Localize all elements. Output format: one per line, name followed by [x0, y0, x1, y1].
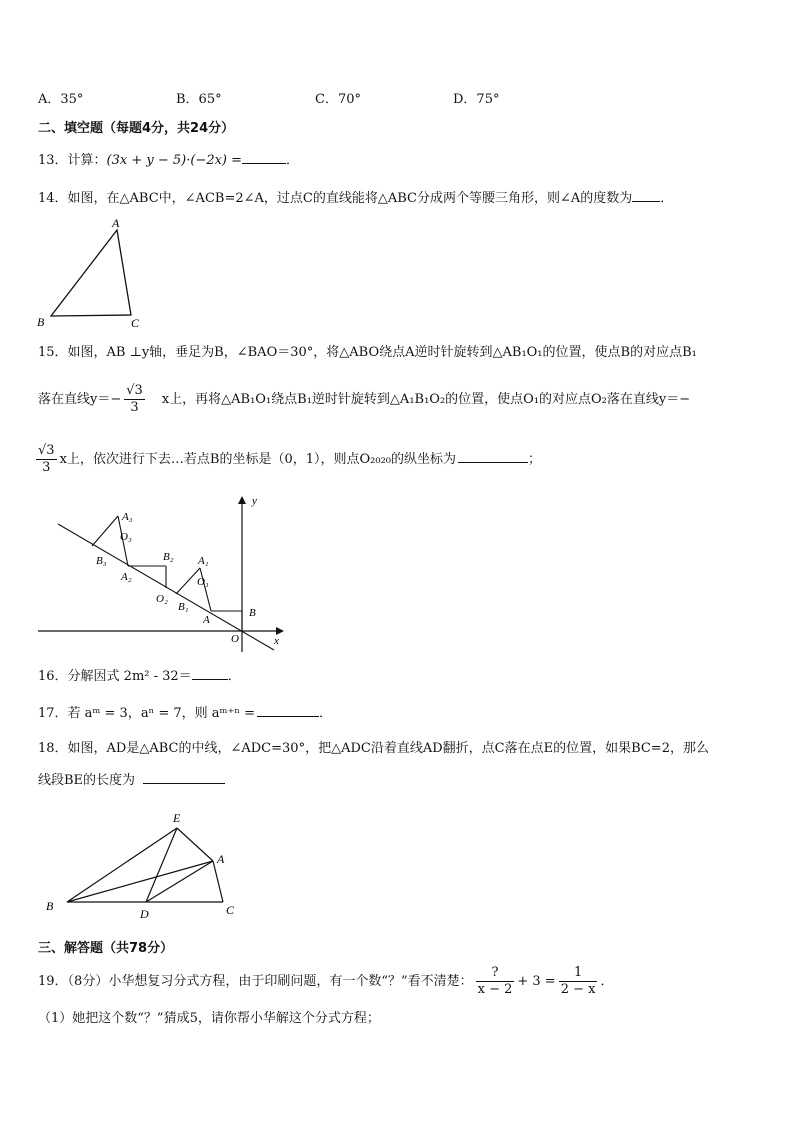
question-13 [38, 150, 299, 170]
q19-text: 19．（8分）小华想复习分式方程，由于印刷问题，有一个数“？”看不清楚： [38, 974, 473, 989]
q16-suffix: ． [227, 669, 241, 684]
label-a1: A₁ [198, 555, 209, 567]
q19-mid: + 3 = [517, 974, 556, 989]
x-axis-arrow [276, 627, 284, 635]
label-e: E [173, 811, 181, 825]
y-axis-arrow [238, 496, 246, 504]
label-c: C [226, 903, 235, 917]
label-b: B [46, 899, 54, 913]
option-c: C．70° [315, 92, 361, 107]
question-17 [38, 703, 332, 723]
q13-prefix: 13．计算： [38, 153, 107, 168]
label-b: B [249, 607, 256, 619]
label-b2: B₂ [163, 551, 174, 563]
q18-line2-text: 线段BE的长度为 [38, 773, 136, 788]
label-y: y [252, 495, 257, 507]
question-15-line3 [36, 438, 541, 482]
question-19-part1: （1）她把这个数“？”猜成5，请你帮小华解这个分式方程； [38, 1011, 380, 1026]
segment-ea [177, 828, 213, 861]
answer-blank [242, 150, 286, 164]
fraction-sqrt3-over-3: $\frac{√3}{3}$ [126, 383, 143, 415]
triangle-abc [51, 230, 131, 316]
fraction-sqrt3-over-3: $\frac{√3}{3}$ [38, 443, 55, 475]
q15-line2-post: x上，再将△AB₁O₁绕点B₁逆时针旋转到△A₁B₁O₂的位置，使点O₁的对应点O₂落在直线y＝− [161, 392, 691, 407]
q14-text: 14．如图，在△ABC中，∠ACB=2∠A，过点C的直线能将△ABC分成两个等腰三角形，则∠A的度数为 [38, 191, 633, 206]
question-18-line1: 18．如图，AD是△ABC的中线，∠ADC=30°，把△ADC沿着直线AD翻折，点C落在点E的位置，如果BC=2，那么 [38, 741, 709, 756]
segment-ad [146, 861, 213, 902]
q19-suffix: ． [600, 974, 614, 989]
q17-text: 17．若 aᵐ = 3，aⁿ = 7，则 aᵐ⁺ⁿ = [38, 706, 255, 721]
q15-line3-suffix: ； [528, 452, 542, 467]
option-a: A．35° [38, 92, 84, 107]
segment-a-a1 [200, 568, 211, 611]
label-d: D [140, 907, 149, 921]
label-b: B [37, 315, 45, 329]
answer-blank [458, 449, 528, 463]
q16-text: 16．分解因式 2m² - 32＝ [38, 669, 192, 684]
label-o: O [231, 633, 239, 645]
label-x: x [274, 635, 279, 647]
option-b: B．65° [176, 92, 222, 107]
label-o3: O₃ [120, 531, 132, 543]
q13-expr: (3x + y − 5)·(−2x) = [106, 153, 243, 168]
answer-blank [257, 703, 319, 717]
label-c: C [131, 316, 140, 330]
label-a3: A₃ [122, 511, 133, 523]
fraction-1-over-2-minus-x: $\frac{1}{2 - x}$ [560, 965, 596, 997]
label-a: A [112, 216, 120, 230]
question-18-line2 [38, 770, 225, 790]
section-3-title: 三、解答题（共78分） [38, 941, 174, 956]
option-d: D．75° [453, 92, 500, 107]
question-19 [38, 960, 613, 1004]
label-o2: O₂ [156, 593, 168, 605]
answer-blank [632, 188, 660, 202]
q15-line2-pre: 落在直线y＝− [38, 392, 122, 407]
q14-suffix: ． [660, 191, 674, 206]
section-2-title: 二、填空题（每题4分，共24分） [38, 121, 235, 136]
q14-triangle-figure [32, 212, 152, 334]
question-15-line2 [38, 378, 690, 422]
segment-ba [67, 861, 213, 902]
segment-a3-b3 [92, 516, 118, 546]
question-14 [38, 188, 673, 208]
label-o1: O₁ [197, 576, 209, 588]
label-a: A [203, 614, 210, 626]
q15-rotation-figure [30, 492, 290, 660]
fraction-unknown-over-x-minus-2: $\frac{?}{x - 2}$ [477, 965, 513, 997]
question-15-line1: 15．如图，AB ⊥y轴，垂足为B，∠BAO＝30°，将△ABO绕点A逆时针旋转到△AB₁O₁的位置，使点B的对应点B₁ [38, 345, 697, 360]
segment-be [67, 828, 177, 902]
answer-blank [192, 666, 228, 680]
segment-ac [213, 861, 223, 902]
label-b3: B₃ [96, 555, 107, 567]
q13-suffix: ． [286, 153, 300, 168]
label-b1: B₁ [178, 601, 189, 613]
label-a: A [217, 852, 225, 866]
question-16 [38, 666, 241, 686]
q15-line3-post: x上，依次进行下去…若点B的坐标是（0，1），则点O₂₀₂₀的纵坐标为 [59, 452, 456, 467]
q17-suffix: ． [319, 706, 333, 721]
q18-fold-figure [40, 806, 250, 924]
label-a2: A₂ [121, 571, 132, 583]
answer-blank [143, 770, 225, 784]
